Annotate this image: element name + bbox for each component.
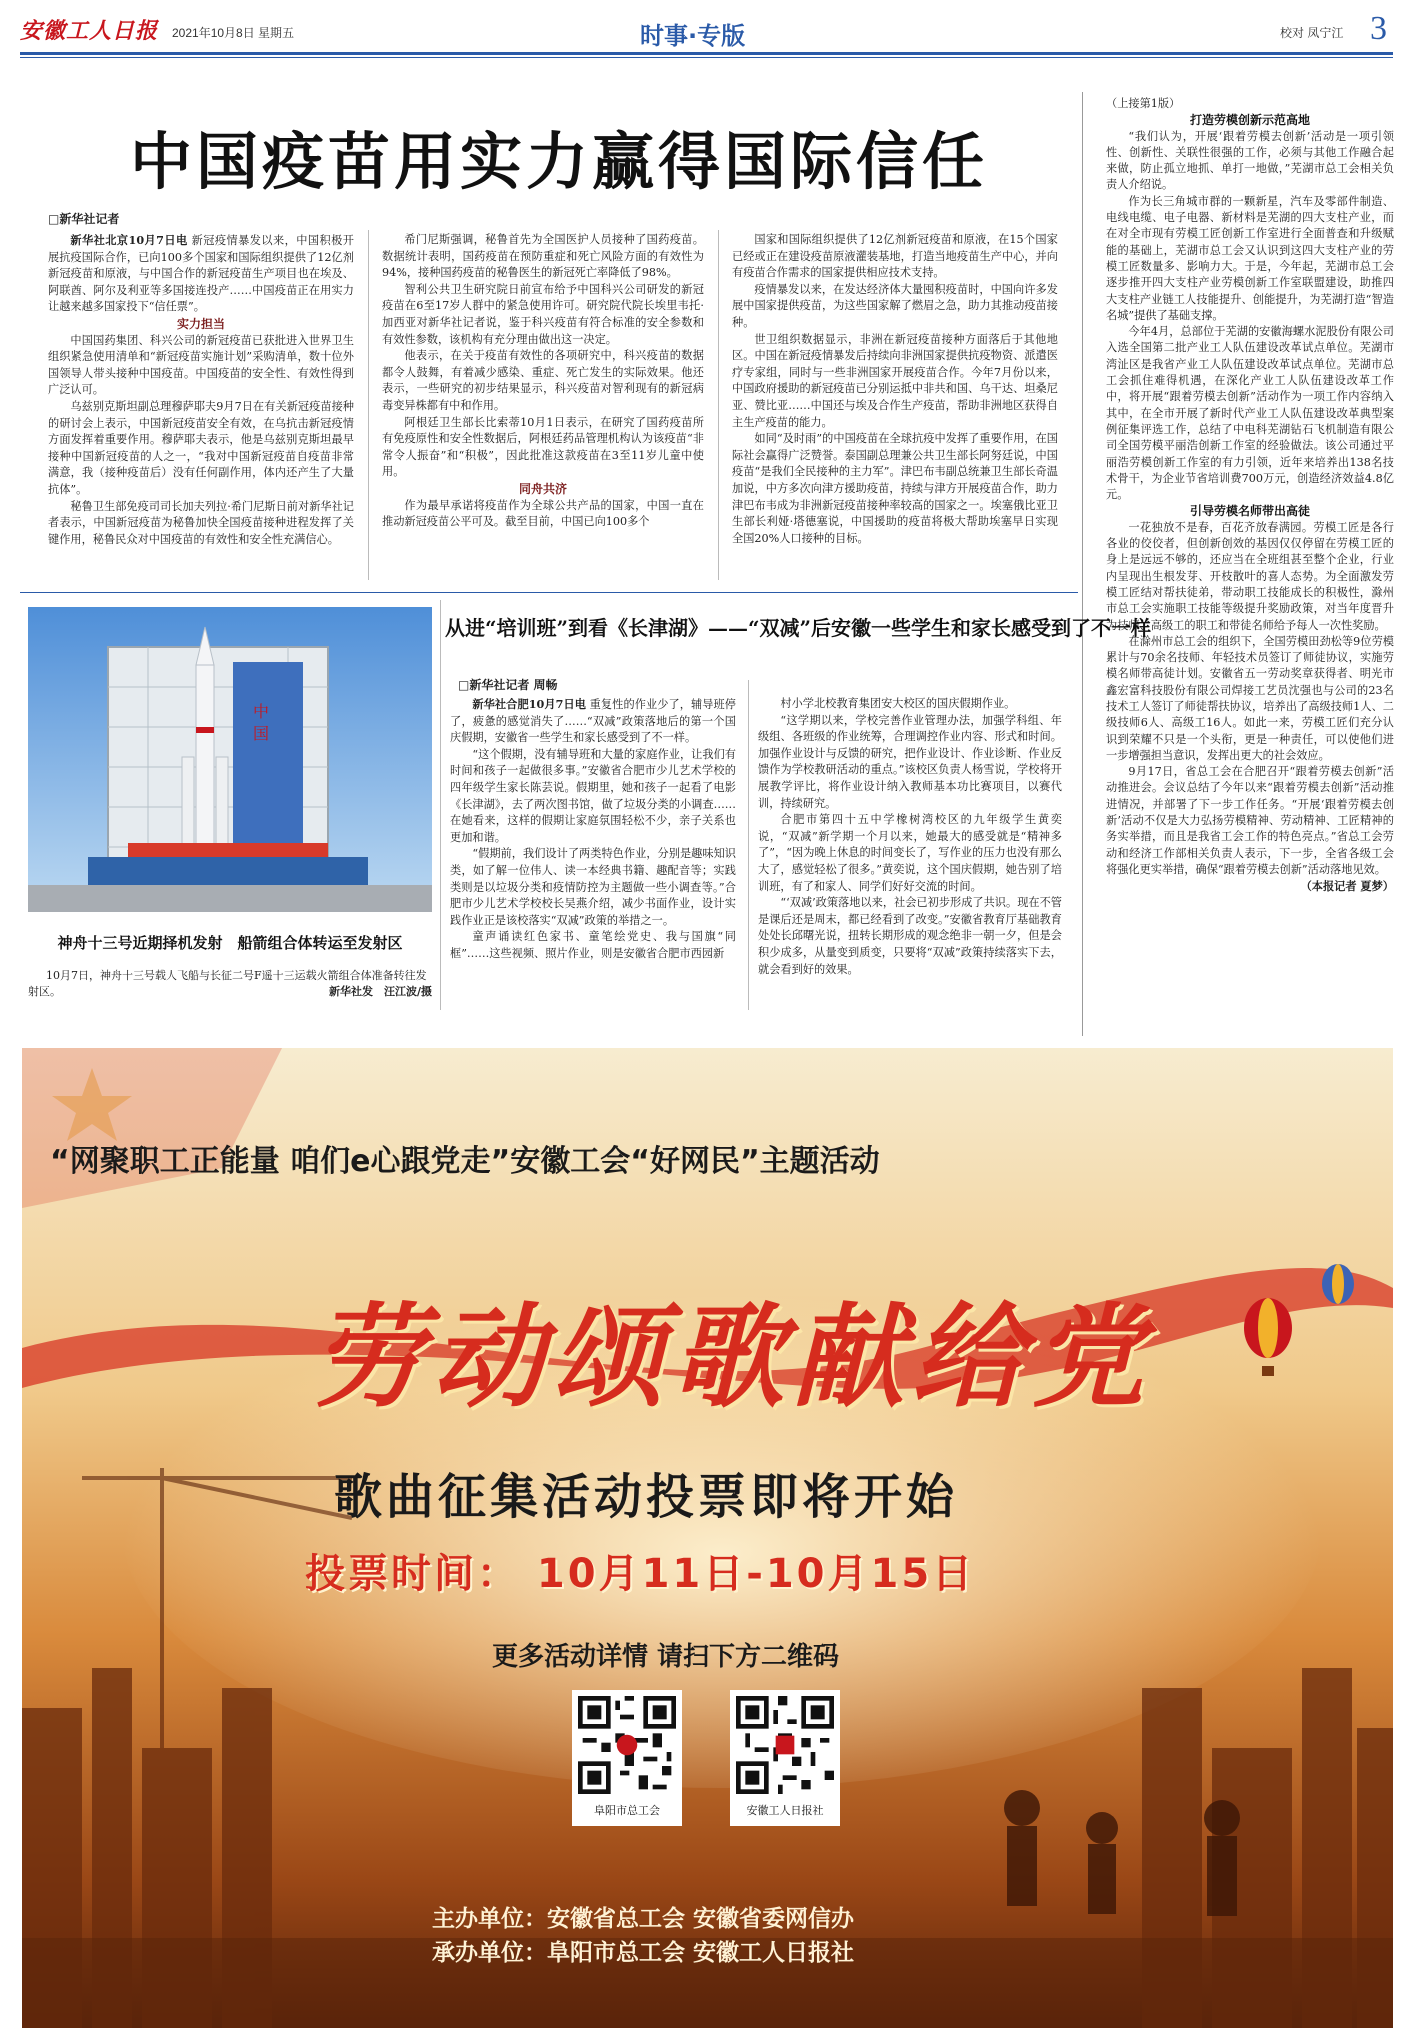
header-rule bbox=[20, 52, 1393, 55]
paragraph: “假期前，我们设计了两类特色作业，分别是趣味知识类，如了解一位伟人、读一本经典书籍、趣配音等；实践类则是以垃圾分类和疫情防控为主题做一些小调查等。”合肥市少儿艺术学校校长吴燕介绍，减少书面作业，设计实践作业正是该校落实“双减”政策的举措之一。 bbox=[450, 847, 736, 927]
section-rule bbox=[20, 592, 1078, 593]
column-divider bbox=[440, 600, 441, 1010]
paragraph: 9月17日，省总工会在合肥召开“跟着劳模去创新”活动推进会。会议总结了今年以来“跟着劳模去创新”活动推进情况，并部署了下一步工作任务。“开展‘跟着劳模去创新’活动不仅是大力弘扬劳模精神、劳动精神、工匠精神的务实举措，而且是我省工会工作的特色亮点。”省总工会劳动和经济工作部相关负责人表示，下一步，全省各级工会将强化更实举措，确保“跟着劳模去创新”活动落地见效。 bbox=[1106, 765, 1394, 876]
paragraph: 作为长三角城市群的一颗新星，汽车及零部件制造、电线电缆、电子电器、新材料是芜湖的四大支柱产业，而在对全市现有劳模工匠创新工作室进行全面普查和升级赋能的基础上，芜湖市总工会又认识到这四大支柱产业的劳模工匠数量多、影响力大。于是，今年起，芜湖市总工会逐步推开四大支柱产业劳模创新工作室联盟建设，助推四大支柱产业链工人技能提升、创能提升，为芜湖打造“智造名城”提供了基础支撑。 bbox=[1106, 194, 1394, 322]
dateline: 新华社合肥10月7日电 bbox=[472, 697, 587, 711]
banner-background bbox=[22, 1048, 1393, 2028]
paragraph: 新冠疫情暴发以来，中国积极开展抗疫国际合作，已向100多个国家和国际组织提供了12亿剂新冠疫苗和原液，与中国合作的新冠疫苗生产项目也在埃及、阿联酋、阿尔及利亚等多国接连投产……中国疫苗正在用实力让越来越多国家投下“信任票”。 bbox=[48, 234, 354, 314]
page-number: 3 bbox=[1370, 10, 1387, 47]
banner-calligraphy: 劳动颂歌献给党 bbox=[312, 1292, 1152, 1423]
main-article-column-3 bbox=[732, 232, 1058, 584]
paragraph: 乌兹别克斯坦副总理穆萨耶夫9月7日在有关新冠疫苗接种的研讨会上表示，中国新冠疫苗安全有效，在乌抗击新冠疫情方面发挥着重要作用。穆萨耶夫表示，他是乌兹别克斯坦最早接种中国新冠疫苗的人之一，“我对中国新冠疫苗自疫苗非常满意，我（接种疫苗后）没有任何副作用，体内还产生了大量抗体”。 bbox=[48, 399, 354, 496]
caption-text: 10月7日，神舟十三号载人飞船与长征二号F遥十三运载火箭组合体准备转往发射区。 bbox=[28, 969, 427, 998]
paragraph: 童声诵读红色家书、童笔绘党史、我与国旗“同框”……这些视频、照片作业，则是安徽省合肥市西园新 bbox=[450, 930, 736, 960]
banner-top-line: “网聚职工正能量 咱们e心跟党走”安徽工会“好网民”主题活动 bbox=[50, 1144, 880, 1179]
paragraph: 如同“及时雨”的中国疫苗在全球抗疫中发挥了重要作用，在国际社会赢得广泛赞誉。泰国副总理兼公共卫生部长阿努廷说，中国疫苗“是我们全民接种的主力军”。津巴布韦副总统兼卫生部长奇温加说，中方多次向津方援助疫苗，持续与津方开展疫苗合作，助力津巴布韦成为非洲新冠疫苗接种率较高的国家之一。埃塞俄比亚卫生部长利娅·塔德塞说，中国援助的疫苗将极大帮助埃塞早日实现全国20%人口接种的目标。 bbox=[732, 432, 1058, 545]
paragraph: 作为最早承诺将疫苗作为全球公共产品的国家，中国一直在推动新冠疫苗公平可及。截至目前，中国已向100多个 bbox=[382, 498, 704, 529]
paragraph: 重复性的作业少了，辅导班停了，疲惫的感觉消失了……“双减”政策落地后的第一个国庆假期，安徽省一些学生和家长感受到了不一样。 bbox=[450, 698, 736, 745]
paragraph: 在滁州市总工会的组织下，全国劳模田劲松等9位劳模累计与70余名技师、年轻技术员签订了师徒协议，实施劳模名师带高徒计划。安徽省五一劳动奖章获得者、明光市鑫宏富科技股份有限公司焊接工艺员沈强也与公司的23名技术工人签订了师徒帮扶协议，培养出了高级技师1人、二级技师6人、高级工16人。如此一来，劳模工匠们充分认识到荣耀不只是一个头衔，更是一种责任，可以使他们进一步增强担当意识，发挥出更大的社会效应。 bbox=[1106, 634, 1394, 762]
column-divider bbox=[368, 230, 369, 580]
second-byline: □新华社记者 周畅 bbox=[458, 678, 558, 692]
issue-date: 2021年10月8日 星期五 bbox=[172, 26, 295, 40]
main-headline: 中国疫苗用实力赢得国际信任 bbox=[130, 125, 989, 198]
paragraph: “这个假期，没有辅导班和大量的家庭作业，让我们有时间和孩子一起做很多事。”安徽省合肥市少儿艺术学校的四年级学生家长陈芸说。假期里，她和孩子一起看了电影《长津湖》，去了两次图书馆，做了垃圾分类的小调查……在她看来，这样的假期让家庭氛围轻松不少，亲子关系也更加和谐。 bbox=[450, 747, 736, 844]
photo-credit: 新华社发 汪江波/摄 bbox=[328, 985, 432, 998]
continued-note: （上接第1版） bbox=[1106, 97, 1181, 110]
banner-organizer: 主办单位：安徽省总工会 安徽省委网信办 bbox=[432, 1906, 855, 1932]
header-rule-thin bbox=[20, 57, 1393, 58]
paragraph: 秘鲁卫生部免疫司司长加夫列拉·希门尼斯日前对新华社记者表示，中国新冠疫苗为秘鲁加快全国疫苗接种进程发挥了关键作用，秘鲁民众对中国疫苗的有效性和安全性充满信心。 bbox=[48, 499, 354, 546]
dateline: 新华社北京10月7日电 bbox=[70, 233, 188, 247]
subheading: 引导劳模名师带出高徒 bbox=[1189, 504, 1310, 519]
photo-caption bbox=[28, 968, 432, 1000]
main-article-column-1 bbox=[48, 232, 354, 584]
paragraph: 他表示，在关于疫苗有效性的各项研究中，科兴疫苗的数据都令人鼓舞，有着减少感染、重症、死亡发生的实际效果。他还表示，一些研究的初步结果显示，科兴疫苗对智利现有的新冠病毒变异株都有中和作用。 bbox=[382, 349, 704, 412]
paragraph: 国家和国际组织提供了12亿剂新冠疫苗和原液，在15个国家已经或正在建设疫苗原液灌装基地，打造当地疫苗生产中心，并向有疫苗合作需求的国家提供相应技术支持。 bbox=[732, 233, 1058, 280]
masthead: 安徽工人日报 bbox=[20, 18, 159, 44]
subheading: 实力担当 bbox=[176, 316, 225, 331]
paragraph: 村小学北校教育集团安大校区的国庆假期作业。 bbox=[780, 697, 1016, 710]
column-divider bbox=[1082, 92, 1083, 1036]
qr-code-icon bbox=[736, 1696, 834, 1794]
subheading: 打造劳模创新示范高地 bbox=[1189, 113, 1310, 128]
qr-code-newspaper[interactable] bbox=[730, 1690, 840, 1826]
banner-co-organizer: 承办单位：阜阳市总工会 安徽工人日报社 bbox=[432, 1940, 855, 1966]
paragraph: 希门尼斯强调，秘鲁首先为全国医护人员接种了国药疫苗。数据统计表明，国药疫苗在预防重症和死亡风险方面的有效性为94%，接种国药疫苗的秘鲁医生的新冠死亡率降低了98%。 bbox=[382, 233, 704, 280]
column-divider bbox=[718, 230, 719, 580]
paragraph: 中国国药集团、科兴公司的新冠疫苗已获批进入世界卫生组织紧急使用清单和“新冠疫苗实施计划”采购清单，数十位外国领导人带头接种中国疫苗。中国疫苗的安全性、有效性得到广泛认可。 bbox=[48, 333, 354, 397]
qr-code-icon bbox=[578, 1696, 676, 1794]
paragraph: “‘双减’政策落地以来，社会已初步形成了共识。现在不管是课后还是周末，都已经看到了改变。”安徽省教育厅基础教育处处长邱曙光说，扭转长期形成的观念绝非一朝一夕，但是会积少成多，从量变到质变，只要将“双减”政策持续落实下去，就会看到好的效果。 bbox=[758, 896, 1062, 976]
paragraph: 今年4月，总部位于芜湖的安徽海螺水泥股份有限公司入选全国第二批产业工人队伍建设改革试点单位。芜湖市湾沚区是我省产业工人队伍建设改革试点单位。芜湖市总工会抓住难得机遇，在深化产业工人队伍建设改革工作中，将开展“跟着劳模去创新”活动作为一项工作内容纳入其中，在全市开展了新时代产业工人队伍建设改革典型案例征集评选工作，总结了中电科芜湖钻石飞机制造有限公司全国劳模平丽浩创新工作室的经验做法。该公司通过平丽浩劳模创新工作室的有力引领，近年来培养出138名技术骨干，为企业节省培训费700万元，创造经济效益4.8亿元。 bbox=[1106, 325, 1394, 502]
second-article-column-1 bbox=[450, 696, 736, 1008]
second-article-column-2 bbox=[758, 696, 1062, 1008]
section-title: 时事·专版 bbox=[640, 22, 746, 50]
paragraph: “我们认为，开展‘跟着劳模去创新’活动是一项引领性、创新性、关联性很强的工作，必须与其他工作融合起来做，防止孤立地抓、单打一地做，”芜湖市总工会相关负责人介绍说。 bbox=[1106, 129, 1394, 192]
paragraph: 阿根廷卫生部长比索蒂10月1日表示，在研究了国药疫苗所有免疫原性和安全性数据后，阿根廷药品管理机构认为该疫苗“非常令人振奋”和“积极”，因此批准这款疫苗在3至11岁儿童中使用。 bbox=[382, 415, 704, 479]
promo-banner bbox=[22, 1048, 1393, 2028]
photo-title: 神舟十三号近期择机发射 船箭组合体转运至发射区 bbox=[57, 934, 403, 952]
main-article-column-2 bbox=[382, 232, 704, 584]
paragraph: 疫情暴发以来，在发达经济体大量囤积疫苗时，中国向许多发展中国家提供疫苗，为这些国家解了燃眉之急，助力其推动疫苗接种。 bbox=[732, 282, 1058, 329]
qr-code-fuyang[interactable] bbox=[572, 1690, 682, 1826]
svg-text:国: 国 bbox=[253, 724, 270, 743]
qr-label: 阜阳市总工会 bbox=[594, 1804, 660, 1817]
rocket-photo bbox=[28, 607, 432, 912]
vote-time: 投票时间： 10月11日-10月15日 bbox=[305, 1551, 976, 1597]
paragraph: 智利公共卫生研究院日前宣布给予中国科兴公司研发的新冠疫苗在6至17岁人群中的紧急使用许可。研究院代院长埃里韦托·加西亚对新华社记者说，鉴于科兴疫苗有符合标准的安全参数和有效性参数，该机构有充分理由做出这一决定。 bbox=[382, 282, 704, 346]
banner-details: 更多活动详情 请扫下方二维码 bbox=[492, 1642, 840, 1672]
svg-text:中: 中 bbox=[253, 702, 270, 721]
proofreader: 校对 凤宁江 bbox=[1280, 26, 1344, 40]
author: （本报记者 夏梦） bbox=[1300, 879, 1394, 894]
paragraph: “这学期以来，学校完善作业管理办法，加强学科组、年级组、各班级的作业统筹，合理调控作业内容、形式和时间。加强作业设计与反馈的研究，把作业设计、作业诊断、作业反馈作为学校教研活动的重点。”该校区负责人杨雪说，学校将开展教学评比，将作业设计纳入教师基本功比赛项目，以赛代训，持续研究。 bbox=[758, 713, 1062, 810]
subheading: 同舟共济 bbox=[518, 481, 567, 496]
right-column-article bbox=[1106, 96, 1394, 1040]
main-byline: □新华社记者 bbox=[48, 212, 120, 226]
banner-subtitle: 歌曲征集活动投票即将开始 bbox=[334, 1469, 959, 1525]
paragraph: 一花独放不是春，百花齐放春满园。劳模工匠是各行各业的佼佼者，但创新创效的基因仅仅停留在劳模工匠的身上是远远不够的，还应当在全班组甚至整个企业，行业内呈现出生根发芽、开枝散叶的喜人态势。为全面激发劳模工匠结对帮扶徒弟，带动职工技能成长的积极性，滁州市总工会实施职工技能等级提升奖励政策，对当年度晋升为技师、高级工的职工和带徒名师给予每人一次性奖励。 bbox=[1106, 520, 1394, 632]
second-headline: 从进“培训班”到看《长津湖》——“双减”后安徽一些学生和家长感受到了不一样 bbox=[445, 616, 1152, 640]
rocket-photo-image bbox=[28, 607, 432, 912]
column-divider bbox=[748, 680, 749, 1010]
qr-label: 安徽工人日报社 bbox=[746, 1804, 824, 1817]
paragraph: 合肥市第四十五中学橡树湾校区的九年级学生黄奕说，“双减”新学期一个月以来，她最大的感受就是“精神多了”，“因为晚上休息的时间变长了，写作业的压力也没有那么大了，感觉轻松了很多。”黄奕说，这个国庆假期，她告别了培训班，有了和家人、同学们好好交流的时间。 bbox=[758, 813, 1062, 893]
paragraph: 世卫组织数据显示，非洲在新冠疫苗接种方面落后于其他地区。中国在新冠疫情暴发后持续向非洲国家提供抗疫物资、派遣医疗专家组，同时与一些非洲国家开展疫苗合作。今年7月份以来，中国政府援助的新冠疫苗已分别运抵中非共和国、乌干达、坦桑尼亚、赞比亚……中国还与埃及合作生产疫苗，帮助非洲地区获得自主生产疫苗的能力。 bbox=[732, 332, 1058, 429]
